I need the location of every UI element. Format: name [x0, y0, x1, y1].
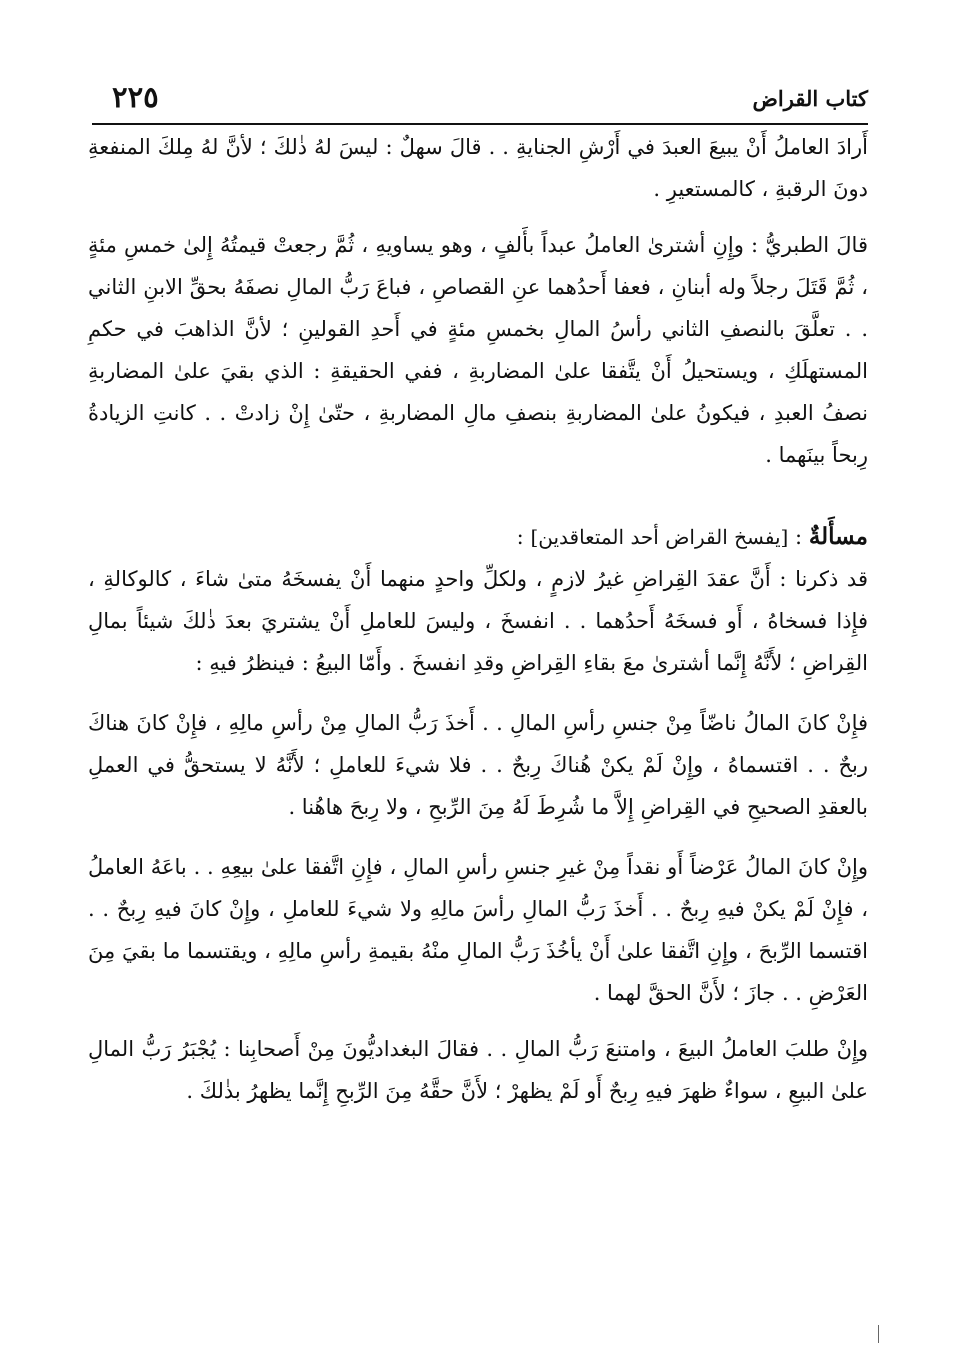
paragraph-5: وإِنْ كانَ المالُ عَرْضاً أَو نقداً مِنْ غيرِ جنسِ رأسِ المالِ ، فإِنِ اتَّفقا علىٰ بيعِهِ . . باعَهُ العاملُ ، فإِنْ لَمْ يكنْ فيهِ رِبحٌ . . أَخذَ رَبُّ المالِ رأسَ مالِهِ ولا شيءَ للعاملِ ، وإِنْ كانَ فيهِ رِبحٌ . . اقتسما الرِّبحَ ، وإِنِ اتَّفقا علىٰ أَنْ يأخُذَ رَبُّ المالِ منْهُ بقيمةِ رأسِ مالِهِ ، ويقتسما ما بقيَ مِنَ العَرْضِ . . جازَ ؛ لأَنَّ الحقَّ لهما . [88, 855, 868, 1005]
issue-title: مسأَلةٌ [808, 523, 868, 550]
page-edge-mark [878, 1325, 879, 1343]
paragraph-1: أَرادَ العاملُ أَنْ يبيعَ العبدَ في أَرْشِ الجنايةِ . . قالَ سهلٌ : ليسَ لهُ ذٰلكَ ؛ لأنَّ لهُ مِلكَ المنفعةِ دونَ الرقبةِ ، كالمستعيرِ . [88, 135, 868, 201]
running-title: كتاب القراض [752, 86, 868, 111]
page-header [92, 80, 868, 122]
paragraph-2: قالَ الطبريُّ : وإِنِ أشترىٰ العاملُ عبداً بأَلفٍ ، وهو يساويهِ ، ثُمَّ رجعتْ قيمتُهُ إِلىٰ خمسِ مئةٍ ، ثُمَّ قَتَلَ رجلاً وله أبنانِ ، فعفا أَحدُهما عنِ القصاصِ ، فباعَ رَبُّ المالِ نصفَهُ بحقِّ الابنِ الثاني . . تعلَّقَ بالنصفِ الثاني رأسُ المالِ بخمسِ مئةٍ في أَحدِ القولينِ ؛ لأنَّ الذاهبَ في حكمِ المستهلَكِ ، ويستحيلُ أَنْ يتَّفقا علىٰ المضاربةِ ، ففي الحقيقةِ : الذي بقيَ علىٰ المضاربةِ نصفُ العبدِ ، فيكونُ علىٰ المضاربةِ بنصفِ مالِ المضاربةِ ، حتّىٰ إِنْ زادتْ . . كانتِ الزيادةُ رِبحاً بينَهما . [88, 233, 868, 467]
paragraph-4: فإِنْ كانَ المالُ ناضّاً مِنْ جنسِ رأسِ المالِ . . أَخذَ رَبُّ المالِ مِنْ رأسِ مالِهِ ، فإِنْ كانَ هناكَ ربحٌ . . اقتسماهُ ، وإِنْ لَمْ يكنْ هُناكَ رِبحٌ . . فلا شيءَ للعاملِ ؛ لأَنَّهُ لا يستحقُّ في العملِ بالعقدِ الصحيحِ في القِراضِ إِلاَّ ما شُرِطَ لَهُ مِنَ الرِّبحِ ، ولا رِبحَ هاهُنا . [88, 711, 868, 819]
issue-subtitle: [يفسخ القراض أحد المتعاقدين] [530, 525, 789, 549]
issue-end: : [516, 525, 524, 549]
issue-heading [88, 516, 868, 558]
paragraph-3: قد ذكرنا : أَنَّ عقدَ القِراضِ غيرُ لازمٍ ، ولكلِّ واحدٍ منهما أَنْ يفسخَهُ متىٰ شاءَ ، كالوكالةِ ، فإِذا فسخاهُ ، أَو فسخَهُ أَحدُهما . . انفسخَ ، وليسَ للعاملِ أَنْ يشتريَ بعدَ ذٰلكَ شيئاً بمالِ القِراضِ ؛ لأَنَّهُ إِنَّما أشترىٰ معَ بقاءِ القِراضِ وقدِ انفسخَ . وأَمّا البيعُ : فينظرُ فيهِ : [88, 567, 868, 675]
issue-separator: : [795, 525, 803, 549]
paragraph-6: وإِنْ طلبَ العاملُ البيعَ ، وامتنعَ رَبُّ المالِ . . فقالَ البغداديُّونَ مِنْ أَصحابِنا : يُجْبَرُ رَبُّ المالِ علىٰ البيعِ ، سواءٌ ظهرَ فيهِ رِبحٌ أَو لَمْ يظهرْ ؛ لأَنَّ حقَّهُ مِنَ الرِّبحِ إِنَّما يظهرُ بذٰلكَ . [88, 1037, 868, 1103]
page-number: ٢٢٥ [112, 80, 159, 114]
header-rule [92, 123, 868, 125]
body-text [88, 126, 868, 1112]
